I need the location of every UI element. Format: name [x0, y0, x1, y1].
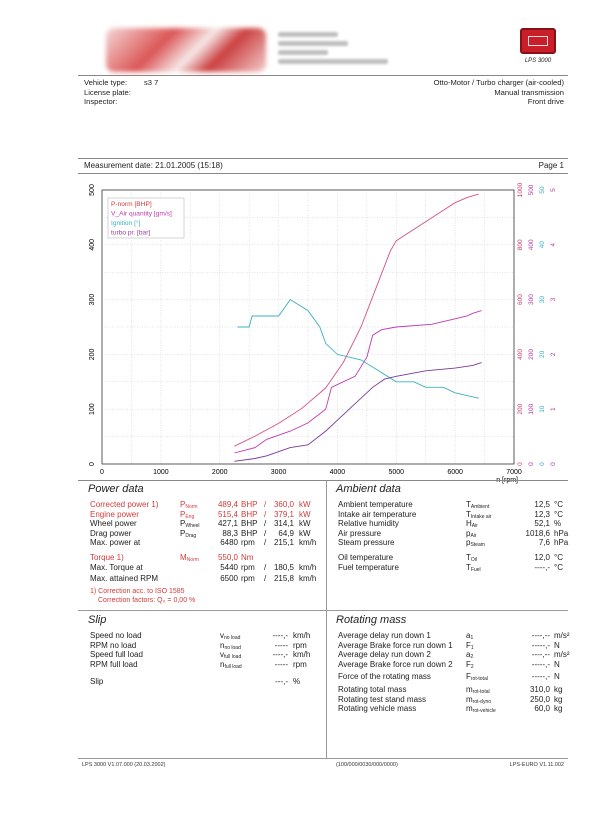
divider — [78, 173, 568, 174]
series-line-ignition- — [237, 300, 478, 399]
ambient-row-label: Ambient temperature — [338, 500, 413, 509]
report-page — [78, 20, 568, 800]
left-axis-tick: 0 — [89, 462, 96, 466]
rotating-row-symbol: $a_1$ — [466, 631, 474, 641]
power-row-unit2: kW — [299, 528, 311, 538]
rotating-row-unit: kg — [554, 694, 563, 704]
symbol-subscript: Steam — [470, 542, 485, 549]
symbol-subscript: 1 — [470, 635, 474, 641]
right-axis-tick: 40 — [539, 241, 546, 249]
rotating-row-label: Average Brake force run down 2 — [338, 659, 453, 669]
ambient-row-symbol: $T_{Ambient}$ — [466, 500, 490, 510]
max-rpm-speed: 215,8 — [273, 574, 294, 583]
redacted-text — [278, 41, 348, 46]
ambient-data-title: Ambient data — [336, 483, 401, 495]
vehicle-type-value: s3 7 — [144, 78, 159, 87]
rotating-row-unit: m/s² — [554, 631, 570, 640]
ambient-row-unit: hPa — [554, 538, 569, 548]
power-data-title: Power data — [88, 483, 144, 495]
ambient-row-unit: °C — [554, 562, 563, 572]
power-row-label: Max. power at — [90, 538, 141, 548]
symbol-subscript: rot-vehicle — [472, 708, 496, 715]
x-tick-label: 7000 — [506, 469, 522, 476]
ambient-row-label: Relative humidity — [338, 519, 399, 529]
slip-row-symbol: $n_{full load}$ — [220, 659, 242, 670]
ambient-row-symbol: $T_{Oil}$ — [466, 553, 478, 563]
rotating-row-value: -----,- — [531, 640, 550, 650]
symbol-subscript: no load — [224, 635, 241, 641]
torque-value: 550,0 — [217, 553, 238, 562]
power-row-unit2: km/h — [299, 538, 317, 548]
rotating-mass-title: Rotating mass — [336, 614, 407, 626]
legend-entry: Ignition [°] — [111, 220, 141, 227]
maha-logo — [514, 24, 562, 72]
power-row-sep: / — [264, 509, 267, 519]
rotating-row-label: Rotating test stand mass — [338, 694, 427, 704]
measurement-date: Measurement date: 21.01.2005 (15:18) — [84, 161, 223, 170]
rotating-row-unit: kg — [554, 685, 563, 694]
symbol-subscript: full load — [224, 663, 242, 670]
right-axis-tick: 0 — [528, 462, 535, 466]
right-axis-tick: 200 — [528, 348, 535, 360]
power-row-value1: 88,3 — [222, 528, 238, 538]
engine-type: Otto-Motor / Turbo charger (air-cooled) — [433, 78, 564, 87]
power-row-unit1: BHP — [241, 528, 258, 538]
rotating-row-symbol: $F_1$ — [466, 640, 474, 651]
power-row-value2: 360,0 — [273, 500, 294, 509]
right-axis-tick: 20 — [539, 350, 546, 359]
symbol-subscript: Air — [471, 523, 478, 530]
symbol-subscript: rot-total — [472, 689, 490, 695]
symbol-subscript: Drag — [185, 532, 197, 539]
slip-row-label: Speed no load — [90, 631, 142, 640]
right-axis-tick: 5 — [550, 188, 557, 192]
redacted-text — [278, 59, 388, 64]
max-rpm-rpm: 6500 — [220, 574, 238, 583]
vehicle-info — [78, 78, 568, 128]
rotating-row-symbol: $a_2$ — [466, 650, 474, 661]
symbol-subscript: Norm — [185, 504, 198, 510]
rotating-row-symbol: $F_2$ — [466, 659, 474, 670]
rotating-row-unit: N — [554, 672, 560, 682]
ambient-row-unit: °C — [554, 500, 563, 509]
vehicle-type-label: Vehicle type: — [84, 78, 128, 87]
redacted-text — [278, 32, 338, 37]
symbol-subscript: 1 — [470, 644, 474, 651]
rotating-row-value: 310,0 — [529, 685, 550, 694]
unit-rpm: rpm — [241, 574, 255, 583]
power-row-sep: / — [264, 500, 267, 509]
ambient-row-value: ----,- — [534, 562, 550, 572]
rotating-row-label: Average delay run down 2 — [338, 650, 431, 660]
power-row-sep: / — [264, 538, 267, 548]
slip-row-unit: rpm — [293, 659, 307, 669]
power-chart-svg — [78, 178, 568, 498]
ambient-row-unit: °C — [554, 553, 563, 562]
ambient-row-value: 1018,6 — [525, 528, 550, 538]
slip-row-value: ---,- — [275, 677, 288, 687]
symbol-subscript: Eng — [185, 513, 195, 520]
power-row-symbol: $P_{Norm}$ — [180, 500, 198, 510]
ambient-row-value: 12,3 — [534, 509, 550, 519]
slip-row-unit: km/h — [293, 631, 311, 640]
power-row-unit2: kW — [299, 519, 311, 529]
x-tick-label: 6000 — [447, 469, 463, 476]
rotating-row-label: Rotating total mass — [338, 685, 407, 694]
series-line-p-norm-bhp- — [234, 194, 478, 446]
ambient-row-value: 12,0 — [534, 553, 550, 562]
symbol-subscript: Wheel — [185, 523, 200, 530]
symbol-subscript: Ambient — [470, 504, 490, 510]
rotating-row-symbol: $F_{rot-total}$ — [466, 672, 488, 683]
max-torque-label: Max. Torque at — [90, 562, 143, 572]
rotating-row-value: 250,0 — [529, 694, 550, 704]
slip-row-symbol: $v_{no load}$ — [220, 631, 241, 641]
right-axis-tick: 500 — [528, 184, 535, 196]
right-axis-tick: 100 — [528, 403, 535, 415]
divider — [78, 610, 568, 611]
right-axis-tick: 300 — [528, 294, 535, 306]
ambient-row-label: Air pressure — [338, 528, 382, 538]
symbol-subscript: Norm — [186, 557, 199, 563]
ambient-row-label: Intake air temperature — [338, 509, 417, 519]
x-tick-label: 3000 — [270, 469, 287, 476]
legend-entry: V_Air quantity [gm/s] — [111, 210, 172, 218]
symbol-subscript: 2 — [470, 654, 474, 661]
rotating-row-unit: N — [554, 640, 560, 650]
power-chart — [78, 178, 568, 498]
rotating-row-value: -----,- — [531, 659, 550, 669]
right-axis-tick: 0 — [550, 462, 557, 466]
power-row-value1: 515,4 — [217, 509, 238, 519]
ambient-row-value: 7,6 — [538, 538, 550, 548]
slip-row-label: Speed full load — [90, 650, 143, 660]
sep: / — [264, 574, 267, 583]
slip-row-unit: % — [293, 677, 301, 687]
slip-row-label: RPM full load — [90, 659, 138, 669]
divider — [78, 480, 568, 481]
ambient-row-symbol: $T_{Intake air}$ — [466, 509, 492, 520]
legend-entry: P-norm [BHP] — [111, 201, 152, 208]
rotating-row-label: Force of the rotating mass — [338, 672, 431, 682]
torque-symbol: $M_{Norm}$ — [180, 553, 199, 563]
power-row-label: Engine power — [90, 509, 139, 519]
left-axis-tick: 200 — [89, 348, 96, 361]
transmission-type: Manual transmission — [494, 87, 564, 97]
right-axis-tick: 0 — [517, 462, 524, 466]
blurred-car-image — [106, 28, 266, 72]
slip-row-label: RPM no load — [90, 640, 137, 650]
footer-version-right: LPS-EURO V1.11.002 — [509, 762, 564, 768]
left-axis-tick: 300 — [89, 293, 96, 306]
x-tick-label: 4000 — [329, 469, 346, 476]
ambient-row-unit: % — [554, 519, 562, 529]
license-plate-label: License plate: — [84, 87, 131, 97]
right-axis-tick: 200 — [517, 403, 524, 415]
x-tick-label: 2000 — [211, 469, 228, 476]
power-row-symbol: $P_{Drag}$ — [180, 528, 197, 539]
rotating-row-value: ----,-- — [531, 631, 550, 640]
right-axis-tick: 3 — [550, 297, 557, 302]
ambient-row-symbol: $T_{Fuel}$ — [466, 562, 481, 573]
power-row-value2: 215,1 — [273, 538, 294, 548]
sep: / — [264, 562, 267, 572]
power-row-unit1: BHP — [241, 509, 258, 519]
rotating-row-label: Rotating vehicle mass — [338, 704, 417, 714]
max-rpm-label: Max. attained RPM — [90, 574, 159, 583]
symbol-subscript: Fuel — [470, 566, 481, 573]
right-axis-tick: 30 — [539, 295, 546, 304]
slip-row-value: ----- — [274, 659, 288, 669]
unit-speed: km/h — [299, 574, 317, 583]
ambient-row-label: Fuel temperature — [338, 562, 399, 572]
power-row-value2: 379,1 — [273, 509, 294, 519]
ambient-row-value: 52,1 — [534, 519, 550, 529]
drive-type: Front drive — [527, 97, 564, 106]
power-row-value1: 489,4 — [217, 500, 238, 509]
legend-entry: turbo pr. [bar] — [111, 229, 151, 237]
column-divider — [326, 481, 327, 759]
rotating-row-unit: N — [554, 659, 560, 669]
max-torque-speed: 180,5 — [273, 562, 294, 572]
ambient-row-label: Steam pressure — [338, 538, 395, 548]
slip-row-label: Slip — [90, 677, 104, 687]
rotating-row-symbol: $m_{rot-vehicle}$ — [466, 704, 496, 715]
footer-version-left: LPS 3000 V1.07.000 (20.03.2002) — [82, 762, 166, 768]
power-row-symbol: $P_{Wheel}$ — [180, 519, 200, 530]
left-axis-tick: 100 — [89, 403, 96, 416]
slip-row-value: ----,- — [272, 650, 288, 660]
right-axis-tick: 400 — [517, 348, 524, 360]
left-axis-tick: 500 — [89, 184, 96, 196]
x-tick-label: 0 — [100, 469, 104, 476]
symbol-subscript: full load — [224, 654, 242, 661]
redacted-text — [278, 50, 328, 55]
power-row-label: Wheel power — [90, 519, 137, 529]
rotating-row-unit: kg — [554, 704, 563, 714]
slip-row-symbol: $n_{no load}$ — [220, 640, 241, 651]
power-row-label: Drag power — [90, 528, 132, 538]
symbol-subscript: Air — [470, 532, 477, 539]
ambient-row-label: Oil temperature — [338, 553, 394, 562]
right-axis-tick: 800 — [517, 239, 524, 251]
torque-label: Torque 1) — [90, 553, 124, 562]
slip-title: Slip — [88, 614, 107, 626]
torque-unit: Nm — [241, 553, 254, 562]
report-header — [78, 20, 568, 76]
symbol-subscript: Intake air — [470, 513, 492, 520]
right-axis-tick: 50 — [539, 186, 546, 194]
correction-note: 1) Correction acc. to ISO 1585 — [90, 588, 185, 595]
power-row-symbol: $P_{Eng}$ — [180, 509, 195, 520]
power-row-sep: / — [264, 528, 267, 538]
logo-caption: LPS 3000 — [524, 58, 552, 64]
rotating-row-symbol: $m_{rot-dyno}$ — [466, 694, 492, 705]
power-row-value2: 314,1 — [273, 519, 294, 529]
power-row-unit2: kW — [299, 509, 311, 519]
power-row-value2: 64,9 — [278, 528, 294, 538]
power-row-unit1: BHP — [241, 500, 258, 509]
power-row-sep: / — [264, 519, 267, 529]
right-axis-tick: 1 — [550, 407, 557, 412]
divider — [78, 158, 568, 159]
ambient-row-unit: °C — [554, 509, 563, 519]
ambient-row-unit: hPa — [554, 528, 569, 538]
unit-rpm: rpm — [241, 562, 255, 572]
correction-factors: Correction factors: Q₀ = 0,00 % — [98, 597, 196, 604]
power-row-unit1: rpm — [241, 538, 255, 548]
inspector-label: Inspector: — [84, 97, 118, 106]
rotating-row-label: Average delay run down 1 — [338, 631, 431, 640]
x-tick-label: 5000 — [388, 469, 405, 476]
page-number: Page 1 — [538, 161, 564, 170]
footer-config: (100/000/0030/000/0000) — [336, 762, 398, 768]
symbol-subscript: no load — [224, 644, 241, 651]
right-axis-tick: 0 — [539, 462, 546, 466]
ambient-row-symbol: $p_{Steam}$ — [466, 538, 485, 549]
rotating-row-value: -----,- — [531, 672, 550, 682]
right-axis-tick: 1000 — [517, 182, 524, 198]
symbol-subscript: 2 — [470, 663, 474, 670]
right-axis-tick: 600 — [517, 294, 524, 306]
power-row-unit1: BHP — [241, 519, 258, 529]
x-tick-label: 1000 — [153, 469, 169, 476]
slip-row-value: ----,- — [272, 631, 288, 640]
slip-row-value: ----- — [274, 640, 288, 650]
rotating-row-unit: m/s² — [554, 650, 570, 660]
left-axis-tick: 400 — [89, 238, 96, 251]
slip-row-unit: rpm — [293, 640, 307, 650]
power-row-unit2: kW — [299, 500, 311, 509]
right-axis-tick: 2 — [550, 352, 557, 357]
symbol-subscript: rot-total — [470, 676, 488, 683]
slip-row-unit: km/h — [293, 650, 311, 660]
rotating-row-label: Average Brake force run down 1 — [338, 640, 453, 650]
power-row-value1: 6480 — [220, 538, 238, 548]
symbol-subscript: rot-dyno — [472, 698, 492, 705]
right-axis-tick: 400 — [528, 239, 535, 251]
right-axis-tick: 10 — [539, 405, 546, 413]
unit-speed: km/h — [299, 562, 317, 572]
power-row-value1: 427,1 — [217, 519, 238, 529]
ambient-row-value: 12,5 — [534, 500, 550, 509]
ambient-row-symbol: $H_{Air}$ — [466, 519, 478, 530]
right-axis-tick: 4 — [550, 242, 557, 247]
max-torque-rpm: 5440 — [220, 562, 238, 572]
rotating-row-value: ----,-- — [531, 650, 550, 660]
rotating-row-symbol: $m_{rot-total}$ — [466, 685, 490, 695]
power-row-label: Corrected power 1) — [90, 500, 159, 509]
rotating-row-value: 60,0 — [534, 704, 550, 714]
symbol-subscript: Oil — [470, 557, 478, 563]
slip-row-symbol: $v_{full load}$ — [220, 650, 242, 661]
ambient-row-symbol: $p_{Air}$ — [466, 528, 477, 539]
divider — [78, 758, 568, 759]
series-line-turbo-pr-bar- — [234, 363, 481, 462]
